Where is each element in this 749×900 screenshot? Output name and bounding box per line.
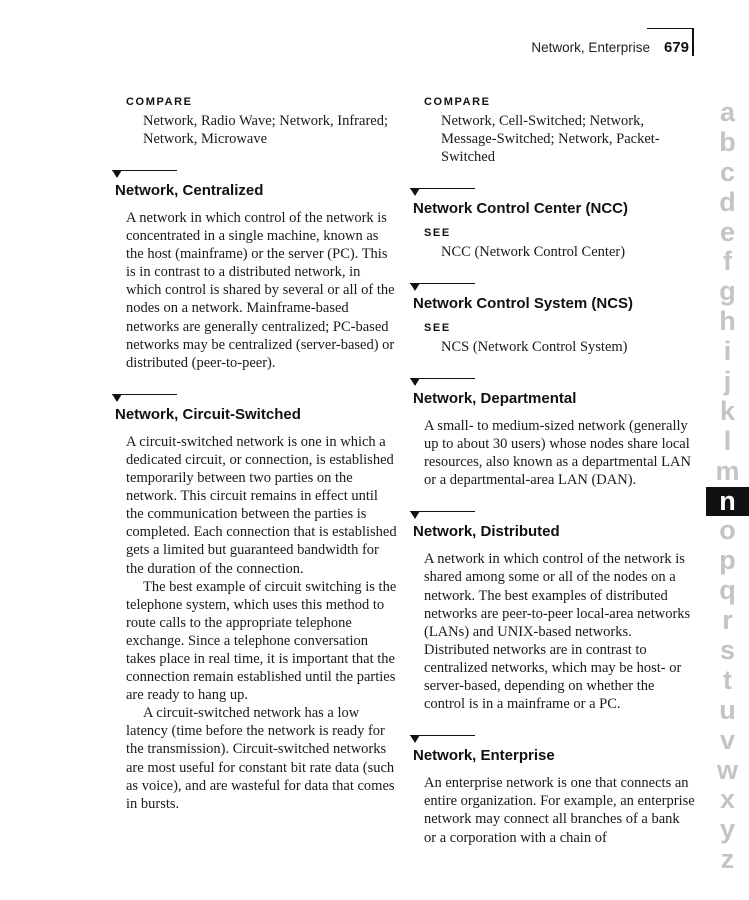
entry-centralized	[112, 170, 397, 372]
entry-marker	[112, 170, 397, 180]
entry-ncs	[410, 283, 695, 356]
entry-marker	[410, 188, 695, 198]
entry-heading: Network, Distributed	[413, 523, 560, 541]
thumb-letter-n: n	[706, 487, 749, 517]
entry-heading: Network, Enterprise	[413, 747, 555, 765]
entry-paragraph-2: The best example of circuit switching is the telephone system, which uses this method to route calls to the appropriate telephone exchange. Since a telephone conversation takes place in real time, it is important that the connection remain established until the parties are ready to hang up.	[126, 578, 397, 704]
thumb-letter-y: y	[719, 814, 736, 845]
thumb-letter-d: d	[719, 186, 736, 217]
compare-label: COMPARE	[126, 96, 193, 108]
thumb-letter-w: w	[716, 754, 738, 785]
left-column	[112, 96, 397, 813]
page-number: 679	[663, 38, 689, 56]
entry-heading: Network, Circuit-Switched	[115, 405, 301, 423]
entry-heading: Network, Centralized	[115, 182, 264, 199]
entry-enterprise	[410, 735, 695, 846]
thumb-letter-p: p	[719, 545, 736, 576]
entry-paragraph-1: A circuit-switched network is one in which a dedicated circuit, or connection, is established temporarily between two parties on the network. This circuit remains in effect until the communication between the parties is completed. Each connection that is established gets a limited but guaranteed bandwidth for the duration of the connection.	[126, 433, 397, 577]
thumb-letter-b: b	[719, 126, 736, 157]
see-text: NCC (Network Control Center)	[441, 244, 626, 260]
thumb-letter-c: c	[719, 156, 736, 187]
thumb-letter-s: s	[719, 635, 736, 666]
entry-paragraph-3: A circuit-switched network has a low latency (time before the network is ready for the transmission). Circuit-switched networks are most useful for constant bit rate data (such as voice), and are wasteful for data that comes in bursts.	[126, 705, 395, 812]
thumb-letter-e: e	[719, 216, 736, 247]
thumb-letter-i: i	[723, 336, 732, 367]
entry-distributed	[410, 511, 695, 713]
thumb-letter-k: k	[719, 395, 736, 426]
thumb-letter-h: h	[719, 306, 736, 337]
running-header	[531, 36, 689, 58]
compare-block	[126, 96, 397, 148]
entry-ncc	[410, 188, 695, 261]
see-label: SEE	[424, 322, 451, 334]
thumb-letter-g: g	[719, 276, 736, 307]
entry-heading: Network Control Center (NCC)	[413, 200, 629, 217]
see-block	[424, 322, 695, 356]
entry-marker	[112, 394, 397, 404]
thumb-letter-m: m	[715, 455, 740, 486]
running-title: Network, Enterprise	[531, 39, 650, 55]
entry-circuit-switched	[112, 394, 397, 813]
compare-block	[424, 96, 695, 166]
entry-body: A small- to medium-sized network (generally up to about 30 users) whose nodes share local resources, also known as a departmental LAN or a departmental-area LAN (DAN).	[424, 418, 691, 489]
compare-text: Network, Radio Wave; Network, Infrared; Network, Microwave	[143, 113, 388, 147]
entry-body: An enterprise network is one that connects an entire organization. For example, an enterprise network may connect all branches of a bank or a corporation with a chain of	[424, 775, 695, 846]
entry-body: A network in which control of the network is shared among some or all of the nodes on a network. The best examples of distributed networks are peer-to-peer local-area networks (LANs) and UNIX-based networks. Distributed networks are in contrast to centralized networks, which may be host- or server-based, depending on whether the control is in a mainframe or a PC.	[424, 551, 691, 713]
thumb-letter-r: r	[722, 605, 733, 636]
thumb-letter-u: u	[719, 694, 736, 725]
thumb-letter-j: j	[723, 366, 732, 397]
entry-marker	[410, 378, 695, 388]
thumb-letter-a: a	[719, 97, 736, 127]
header-rule-vertical	[692, 28, 694, 56]
thumb-letter-x: x	[719, 784, 736, 815]
thumb-letter-z: z	[720, 844, 735, 875]
thumb-letter-t: t	[723, 664, 732, 695]
entry-marker	[410, 735, 695, 745]
header-rule	[647, 28, 693, 29]
thumb-index	[706, 98, 749, 875]
thumb-letter-v: v	[719, 724, 736, 755]
entry-departmental	[410, 378, 695, 489]
thumb-letter-q: q	[719, 575, 736, 606]
right-column	[410, 96, 695, 847]
entry-body: A network in which control of the network is concentrated in a single machine, known as the host (mainframe) or the server (PC). This is in contrast to a distributed network, in which control is shared by several or all of the nodes on a network. Mainframe-based networks are generally centralized; PC-based networks may be centralized (server-based) or distributed (peer-to-peer).	[126, 210, 395, 371]
entry-heading: Network, Departmental	[413, 390, 577, 407]
see-text: NCS (Network Control System)	[441, 339, 628, 355]
compare-text: Network, Cell-Switched; Network, Message-Switched; Network, Packet-Switched	[441, 113, 660, 165]
thumb-letter-f: f	[723, 246, 732, 277]
thumb-letter-l: l	[723, 425, 732, 456]
entry-heading: Network Control System (NCS)	[413, 295, 634, 312]
thumb-letter-o: o	[719, 515, 736, 546]
entry-marker	[410, 283, 695, 293]
see-label: SEE	[424, 227, 451, 239]
entry-marker	[410, 511, 695, 521]
see-block	[424, 227, 695, 261]
compare-label: COMPARE	[424, 96, 491, 108]
